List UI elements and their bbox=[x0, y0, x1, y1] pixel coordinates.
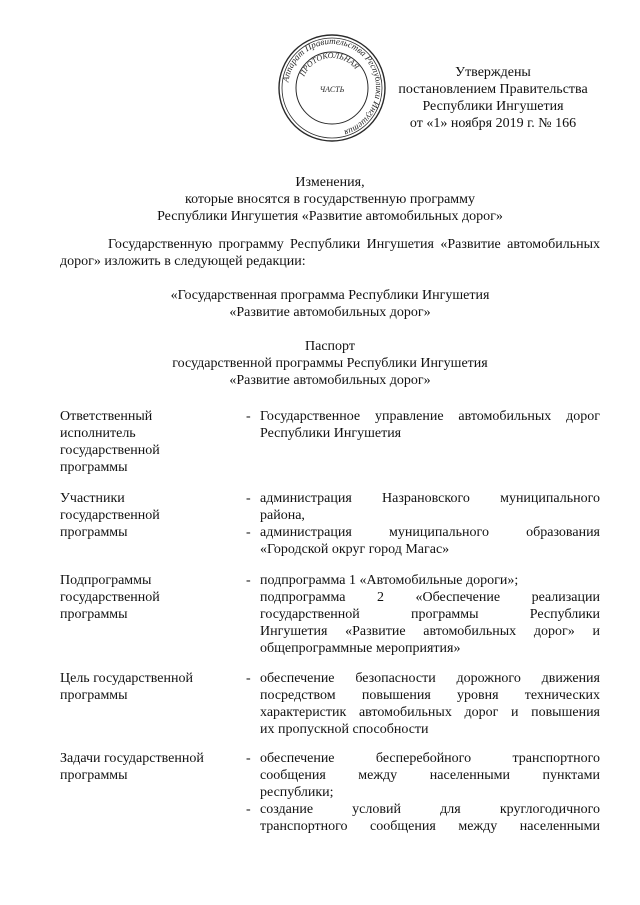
dash-marker: - bbox=[246, 802, 251, 817]
row-label: Подпрограммы государственной программы bbox=[60, 573, 160, 622]
approved-line: Республики Ингушетия bbox=[422, 99, 564, 114]
list-item: - администрация Назрановского муниципального района, bbox=[246, 491, 600, 523]
approved-line: Утверждены bbox=[455, 65, 531, 80]
dash-marker: - bbox=[246, 525, 251, 540]
program-name-line: «Развитие автомобильных дорог» bbox=[229, 305, 431, 320]
intro-line: Государственную программу Республики Ингушетия «Развитие bbox=[108, 237, 501, 252]
row-label: Задачи государственной программы bbox=[60, 751, 204, 783]
list-item: - создание условий для круглогодичного транспортного сообщения между населенными bbox=[246, 802, 600, 834]
changes-title-line: Республики Ингушетия «Развитие автомобильных дорог» bbox=[157, 209, 503, 224]
changes-title-line: которые вносятся в государственную программу bbox=[184, 192, 476, 207]
list-item: - Государственное управление автомобильных дорог Республики Ингушетия bbox=[246, 409, 600, 441]
passport-title-line: государственной программы Республики Ингушетия bbox=[172, 356, 488, 371]
passport-title-line: Паспорт bbox=[305, 339, 355, 354]
passport-title bbox=[60, 338, 600, 389]
program-name bbox=[60, 287, 600, 321]
list-item: - обеспечение бесперебойного транспортного сообщения между населенными пунктами республики; bbox=[246, 751, 600, 800]
svg-text:ПРОТОКОЛЬНАЯ bbox=[297, 51, 361, 79]
seal-center-text: ЧАСТЬ bbox=[319, 85, 345, 94]
row-label: Цель государственной программы bbox=[60, 671, 193, 703]
seal-inner-text: ПРОТОКОЛЬНАЯ bbox=[297, 50, 362, 78]
passport-title-line: «Развитие автомобильных дорог» bbox=[229, 373, 431, 388]
row-label: Ответственный исполнитель государственной программы bbox=[60, 409, 160, 475]
seal-outer-text: Аппарат Правительства Республики Ингушетия bbox=[280, 35, 385, 139]
row-items bbox=[246, 408, 600, 442]
approved-line: постановлением Правительства bbox=[398, 82, 588, 97]
row-items bbox=[246, 572, 600, 657]
row-items bbox=[246, 750, 600, 835]
approved-line: от «1» ноября 2019 г. № 166 bbox=[409, 116, 577, 131]
dash-marker: - bbox=[246, 573, 251, 588]
changes-title bbox=[60, 174, 600, 225]
program-name-line: «Государственная программа Республики Ингушетия bbox=[170, 288, 490, 303]
dash-marker: - bbox=[246, 491, 251, 506]
dash-marker: - bbox=[246, 671, 251, 686]
row-items bbox=[246, 670, 600, 738]
list-item: - администрация муниципального образования «Городской округ город Магас» bbox=[246, 525, 600, 557]
row-label: Участники государственной программы bbox=[60, 491, 160, 540]
changes-title-line: Изменения, bbox=[295, 175, 365, 190]
dash-marker: - bbox=[246, 751, 251, 766]
approval-block bbox=[388, 64, 598, 132]
intro-paragraph bbox=[60, 236, 600, 270]
list-item: - обеспечение безопасности дорожного движения посредством повышения уровня технических характеристик автомобильных дорог и повышения их пропускной способности bbox=[246, 671, 600, 737]
dash-marker: - bbox=[246, 409, 251, 424]
round-seal-stamp bbox=[276, 32, 388, 144]
row-items bbox=[246, 490, 600, 558]
list-item: - подпрограмма 1 «Автомобильные дороги»; подпрограмма 2 «Обеспечение реализации государственной программы Республики Ингушетия «Развитие автомобильных дорог» и общепрограммные мероприятия» bbox=[246, 573, 600, 656]
intro-line: автомобильных дорог» изложить в следующей редакции: bbox=[60, 237, 600, 269]
